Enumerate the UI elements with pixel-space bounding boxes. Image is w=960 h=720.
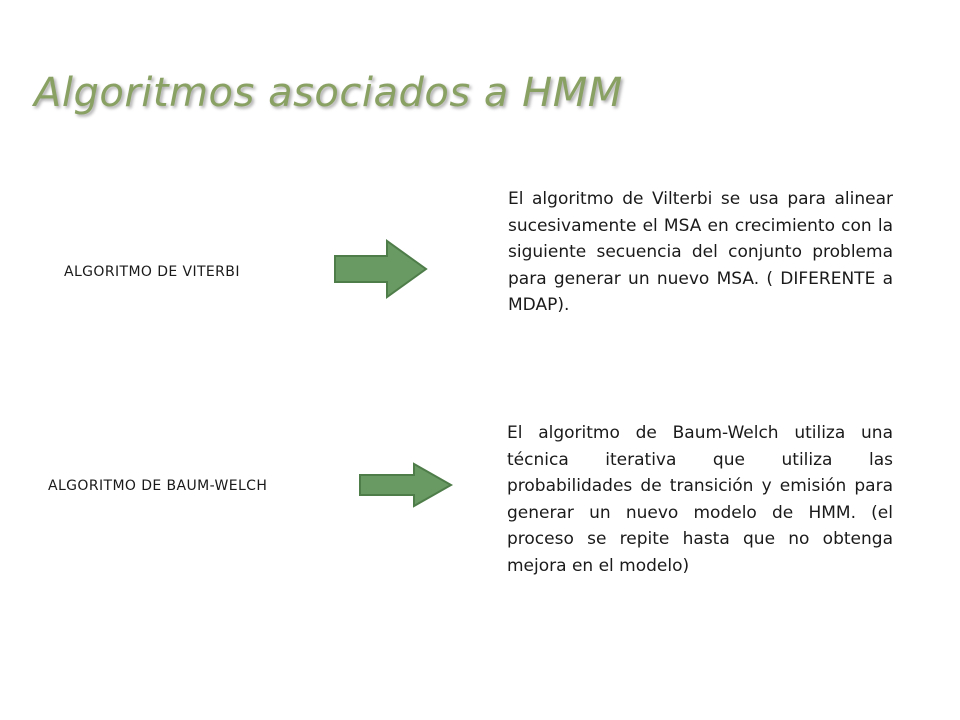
- viterbi-description: El algoritmo de Vilterbi se usa para alinear sucesivamente el MSA en crecimiento con la siguiente secuencia del conjunto problema para generar un nuevo MSA. ( DIFERENTE a MDAP).: [508, 189, 893, 315]
- slide-title: Algoritmos asociados a HMM: [34, 70, 623, 116]
- baum-welch-label: ALGORITMO DE BAUM-WELCH: [48, 478, 268, 494]
- right-arrow-icon: [333, 238, 429, 300]
- arrow-shape: [335, 241, 426, 297]
- right-arrow-icon: [358, 461, 454, 509]
- viterbi-label: ALGORITMO DE VITERBI: [64, 264, 240, 280]
- baum-welch-description: El algoritmo de Baum-Welch utiliza una técnica iterativa que utiliza las probabilidades de transición y emisión para generar un nuevo modelo de HMM. (el proceso se repite hasta que no obtenga mejora en el modelo): [507, 423, 893, 576]
- arrow-shape: [360, 464, 451, 506]
